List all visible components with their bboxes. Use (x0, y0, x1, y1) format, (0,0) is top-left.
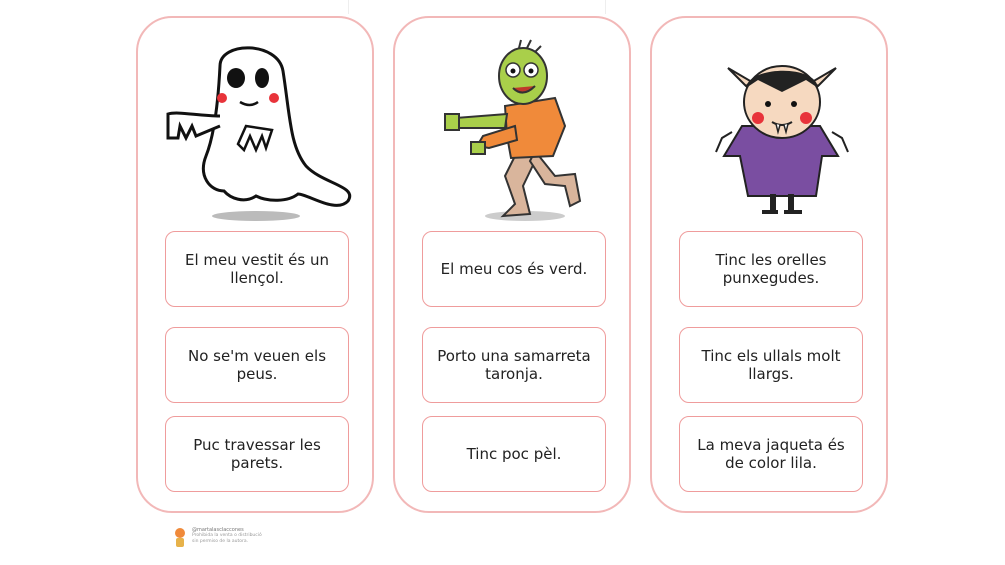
guide-line (348, 0, 349, 14)
author-handle: @martalasclaccones (192, 527, 244, 533)
ghost-illustration (158, 26, 354, 234)
author-credit (172, 527, 262, 549)
card-zombie (393, 16, 631, 513)
sentence-box: El meu cos és verd. (422, 231, 606, 307)
card-vampire (650, 16, 888, 513)
zombie-illustration (415, 26, 611, 234)
sentence-box: Tinc els ullals molt llargs. (679, 327, 863, 403)
card-ghost (136, 16, 374, 513)
guide-line (605, 0, 606, 14)
sentence-box: El meu vestit és un llençol. (165, 231, 349, 307)
sentence-box: Porto una samarreta taronja. (422, 327, 606, 403)
author-logo-icon (172, 527, 188, 549)
sentence-box: La meva jaqueta és de color lila. (679, 416, 863, 492)
sentence-box: Tinc poc pèl. (422, 416, 606, 492)
sentence-box: Puc travessar les parets. (165, 416, 349, 492)
vampire-illustration (672, 26, 868, 234)
copyright-note: Prohibida la venta o distribució sin permiso de la autora. (192, 533, 262, 544)
sentence-box: No se'm veuen els peus. (165, 327, 349, 403)
sentence-box: Tinc les orelles punxegudes. (679, 231, 863, 307)
